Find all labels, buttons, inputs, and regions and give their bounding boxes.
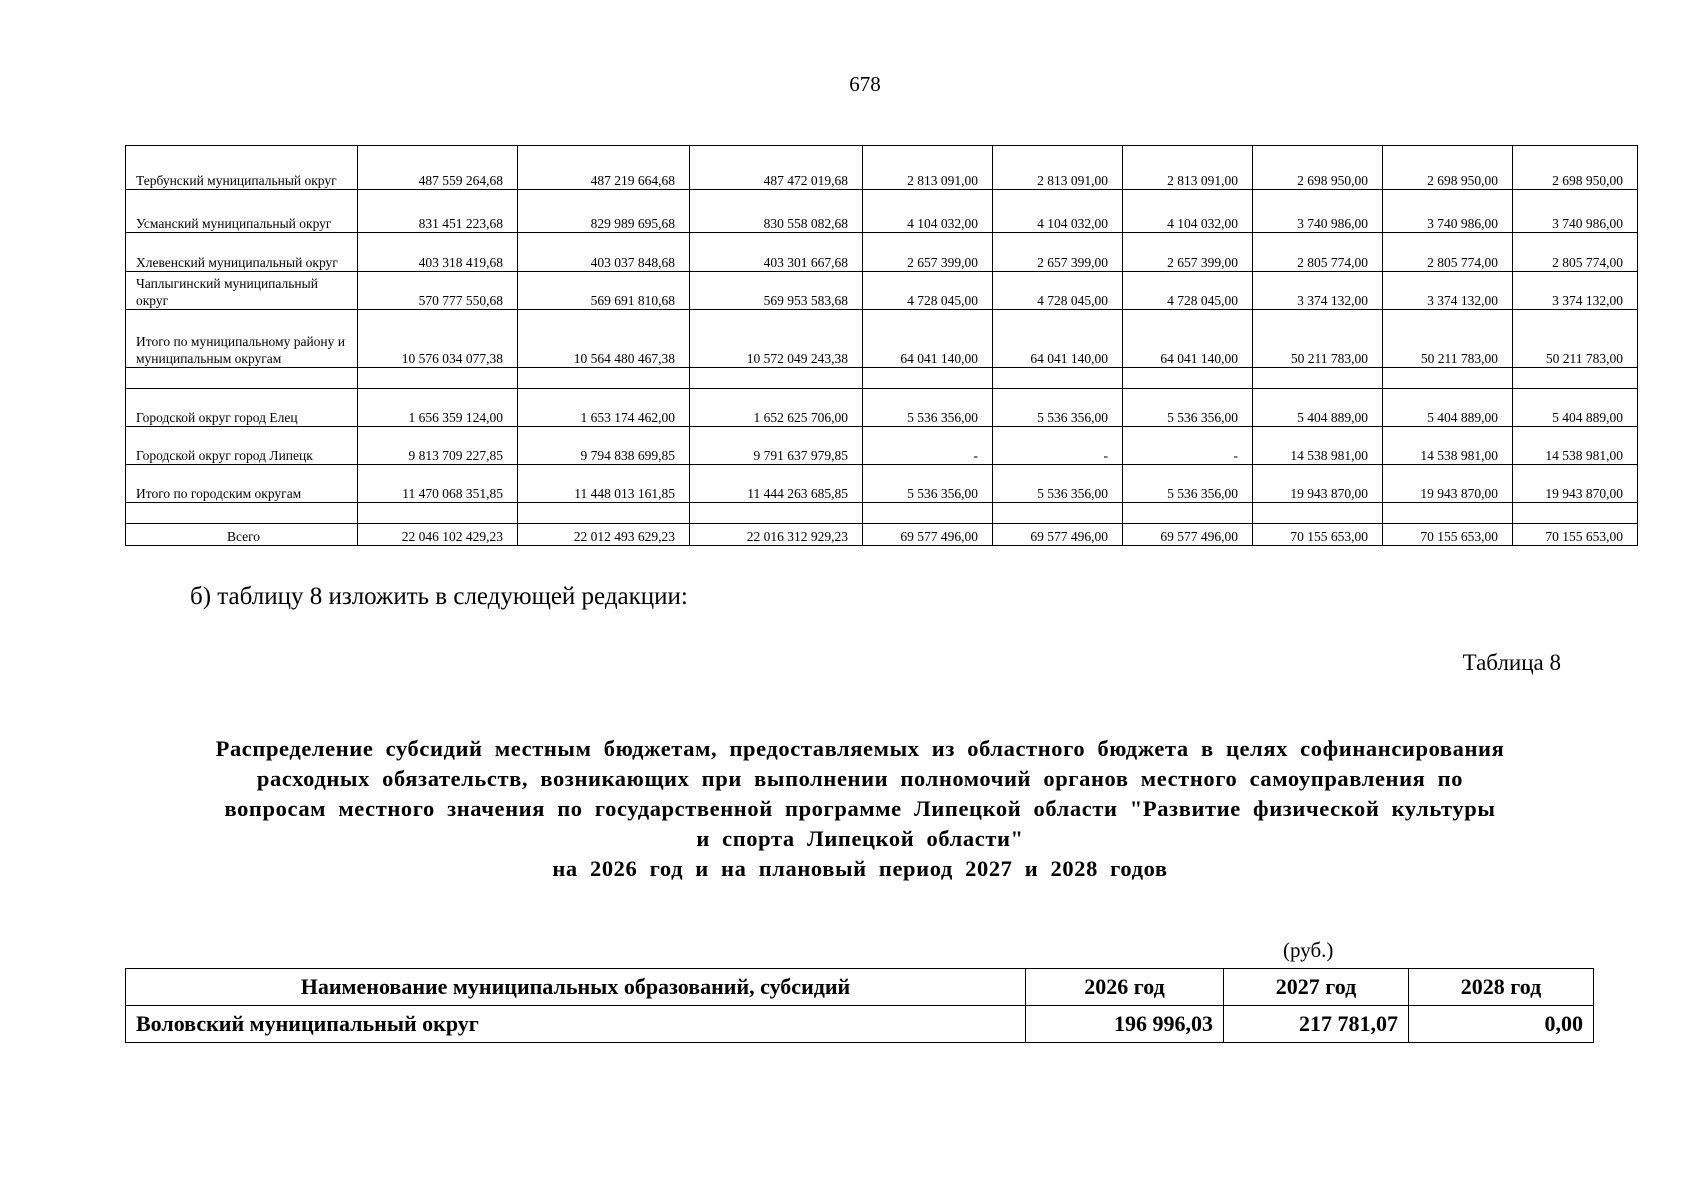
title-line: Распределение субсидий местным бюджетам, предоставляемых из областного бюджета в целях софинансирования <box>215 736 1505 761</box>
cell: 10 564 480 467,38 <box>518 310 690 368</box>
cell: 196 996,03 <box>1026 1006 1224 1043</box>
cell: 570 777 550,68 <box>358 272 518 310</box>
cell: 10 576 034 077,38 <box>358 310 518 368</box>
cell: - <box>1123 427 1253 465</box>
cell: 2 657 399,00 <box>1123 233 1253 272</box>
cell: 10 572 049 243,38 <box>690 310 863 368</box>
cell: 2 813 091,00 <box>993 146 1123 190</box>
table-row <box>126 389 1638 427</box>
cell: 9 791 637 979,85 <box>690 427 863 465</box>
cell: 9 794 838 699,85 <box>518 427 690 465</box>
cell: 2 805 774,00 <box>1513 233 1638 272</box>
table-row-subtotal <box>126 310 1638 368</box>
table-row <box>126 427 1638 465</box>
units-label: (руб.) <box>1283 938 1334 962</box>
row-name: Городской округ город Елец <box>126 389 358 427</box>
cell: 3 374 132,00 <box>1513 272 1638 310</box>
subsidy-table <box>125 968 1594 1043</box>
column-header: 2026 год <box>1026 969 1224 1006</box>
cell: 9 813 709 227,85 <box>358 427 518 465</box>
cell: 487 219 664,68 <box>518 146 690 190</box>
cell: 14 538 981,00 <box>1253 427 1383 465</box>
cell: 22 046 102 429,23 <box>358 524 518 546</box>
cell: 70 155 653,00 <box>1513 524 1638 546</box>
cell: 14 538 981,00 <box>1383 427 1513 465</box>
row-name: Тербунский муниципальный округ <box>126 146 358 190</box>
row-name: Хлевенский муниципальный округ <box>126 233 358 272</box>
cell: - <box>993 427 1123 465</box>
cell: 70 155 653,00 <box>1253 524 1383 546</box>
cell: 19 943 870,00 <box>1383 465 1513 503</box>
cell: 1 656 359 124,00 <box>358 389 518 427</box>
table-row <box>126 190 1638 233</box>
table-label: Таблица 8 <box>1462 650 1561 675</box>
cell: 11 470 068 351,85 <box>358 465 518 503</box>
cell: 19 943 870,00 <box>1513 465 1638 503</box>
cell: 50 211 783,00 <box>1513 310 1638 368</box>
cell: 569 691 810,68 <box>518 272 690 310</box>
blank-row <box>126 368 1638 389</box>
cell: 64 041 140,00 <box>863 310 993 368</box>
cell: 69 577 496,00 <box>1123 524 1253 546</box>
title-line: вопросам местного значения по государственной программе Липецкой области "Развитие физической культуры <box>224 796 1496 821</box>
cell: 19 943 870,00 <box>1253 465 1383 503</box>
cell: 4 728 045,00 <box>863 272 993 310</box>
cell: 4 104 032,00 <box>993 190 1123 233</box>
cell: 2 657 399,00 <box>993 233 1123 272</box>
cell: 2 805 774,00 <box>1383 233 1513 272</box>
cell: 14 538 981,00 <box>1513 427 1638 465</box>
cell: 403 037 848,68 <box>518 233 690 272</box>
cell: 70 155 653,00 <box>1383 524 1513 546</box>
page-number: 678 <box>849 72 881 96</box>
cell: 1 653 174 462,00 <box>518 389 690 427</box>
table-row <box>126 146 1638 190</box>
cell: 50 211 783,00 <box>1383 310 1513 368</box>
column-header: 2027 год <box>1224 969 1409 1006</box>
cell: 3 740 986,00 <box>1253 190 1383 233</box>
cell: 11 444 263 685,85 <box>690 465 863 503</box>
cell: 487 559 264,68 <box>358 146 518 190</box>
column-header: 2028 год <box>1409 969 1594 1006</box>
cell: 829 989 695,68 <box>518 190 690 233</box>
cell: 2 698 950,00 <box>1513 146 1638 190</box>
table-row-total <box>126 524 1638 546</box>
cell: 5 404 889,00 <box>1383 389 1513 427</box>
cell: 2 698 950,00 <box>1253 146 1383 190</box>
cell: 2 657 399,00 <box>863 233 993 272</box>
row-name: Итого по муниципальному району и муниципальным округам <box>126 310 358 368</box>
cell: 4 104 032,00 <box>863 190 993 233</box>
cell: 569 953 583,68 <box>690 272 863 310</box>
table-row <box>126 272 1638 310</box>
cell: 5 404 889,00 <box>1253 389 1383 427</box>
table-row <box>126 1006 1594 1043</box>
row-name: Усманский муниципальный округ <box>126 190 358 233</box>
instruction-text: б) таблицу 8 изложить в следующей редакции: <box>190 583 688 610</box>
title-line: расходных обязательств, возникающих при выполнении полномочий органов местного самоуправления по <box>256 766 1464 791</box>
cell: 217 781,07 <box>1224 1006 1409 1043</box>
cell: 11 448 013 161,85 <box>518 465 690 503</box>
row-name: Итого по городским округам <box>126 465 358 503</box>
cell: 5 536 356,00 <box>993 465 1123 503</box>
cell: 5 536 356,00 <box>1123 465 1253 503</box>
row-name: Городской округ город Липецк <box>126 427 358 465</box>
cell: 831 451 223,68 <box>358 190 518 233</box>
cell: 22 012 493 629,23 <box>518 524 690 546</box>
row-name: Чаплыгинский муниципальный округ <box>126 272 358 310</box>
title-line: и спорта Липецкой области" <box>696 826 1024 851</box>
table-row-subtotal <box>126 465 1638 503</box>
cell: 4 728 045,00 <box>993 272 1123 310</box>
cell: 487 472 019,68 <box>690 146 863 190</box>
cell: 3 740 986,00 <box>1383 190 1513 233</box>
cell: 0,00 <box>1409 1006 1594 1043</box>
cell: 64 041 140,00 <box>993 310 1123 368</box>
column-header: Наименование муниципальных образований, субсидий <box>126 969 1026 1006</box>
cell: 4 104 032,00 <box>1123 190 1253 233</box>
row-name: Воловский муниципальный округ <box>126 1006 1026 1043</box>
cell: 3 374 132,00 <box>1383 272 1513 310</box>
cell: 403 301 667,68 <box>690 233 863 272</box>
cell: 3 374 132,00 <box>1253 272 1383 310</box>
table-title <box>130 734 1590 884</box>
cell: 830 558 082,68 <box>690 190 863 233</box>
cell: 403 318 419,68 <box>358 233 518 272</box>
cell: 50 211 783,00 <box>1253 310 1383 368</box>
cell: 22 016 312 929,23 <box>690 524 863 546</box>
table-header-row <box>126 969 1594 1006</box>
cell: 69 577 496,00 <box>993 524 1123 546</box>
cell: - <box>863 427 993 465</box>
row-name: Всего <box>126 524 358 546</box>
cell: 2 813 091,00 <box>1123 146 1253 190</box>
cell: 5 536 356,00 <box>863 389 993 427</box>
table-row <box>126 233 1638 272</box>
blank-row <box>126 503 1638 524</box>
cell: 2 805 774,00 <box>1253 233 1383 272</box>
cell: 3 740 986,00 <box>1513 190 1638 233</box>
cell: 4 728 045,00 <box>1123 272 1253 310</box>
cell: 2 813 091,00 <box>863 146 993 190</box>
cell: 5 536 356,00 <box>993 389 1123 427</box>
cell: 2 698 950,00 <box>1383 146 1513 190</box>
cell: 69 577 496,00 <box>863 524 993 546</box>
municipal-funding-table <box>125 145 1638 546</box>
cell: 64 041 140,00 <box>1123 310 1253 368</box>
cell: 5 536 356,00 <box>1123 389 1253 427</box>
cell: 1 652 625 706,00 <box>690 389 863 427</box>
title-line: на 2026 год и на плановый период 2027 и 2028 годов <box>552 856 1168 881</box>
cell: 5 404 889,00 <box>1513 389 1638 427</box>
cell: 5 536 356,00 <box>863 465 993 503</box>
